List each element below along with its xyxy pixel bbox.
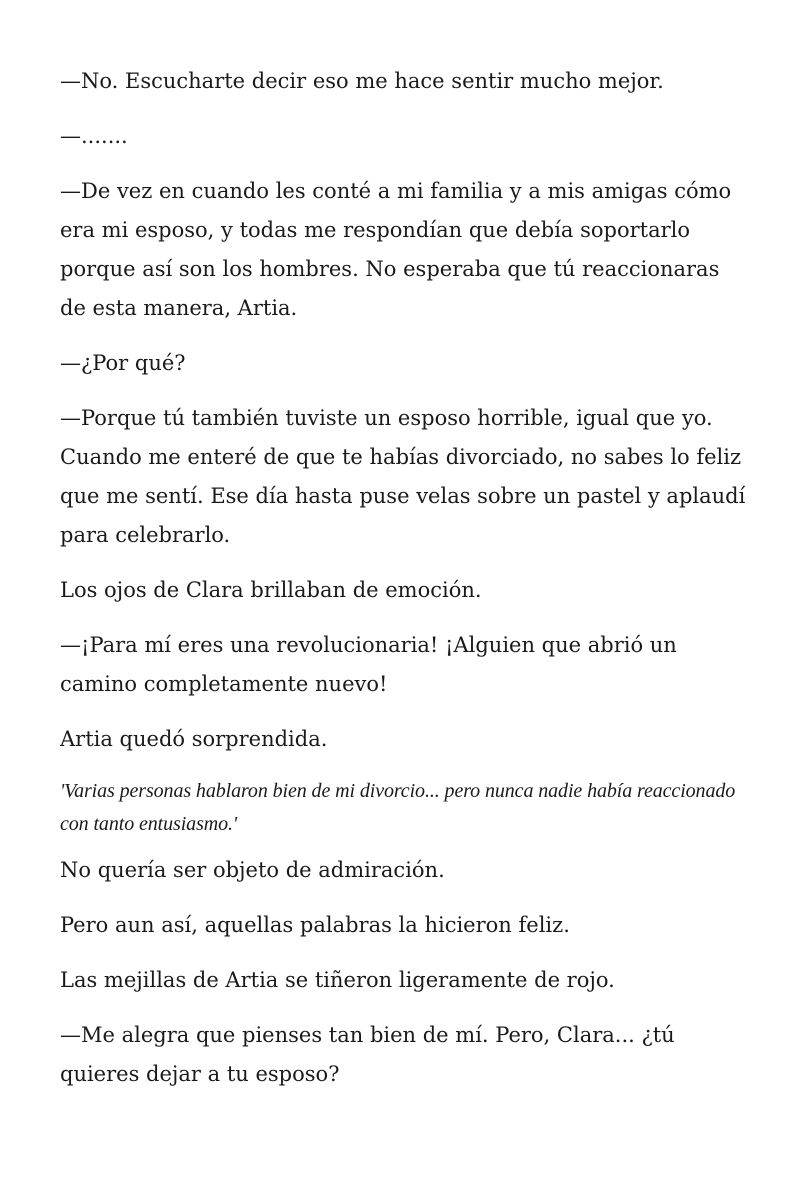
narration-paragraph: Artia quedó sorprendida. bbox=[60, 727, 328, 751]
narration-paragraph: Pero aun así, aquellas palabras la hicieron feliz. bbox=[60, 913, 570, 937]
narration-paragraph: No quería ser objeto de admiración. bbox=[60, 858, 445, 882]
dialogue-paragraph: —¿Por qué? bbox=[60, 351, 186, 375]
inner-thought-paragraph: 'Varias personas hablaron bien de mi divorcio... pero nunca nadie había reaccionado con tanto entusiasmo.' bbox=[60, 780, 736, 835]
narration-paragraph: Los ojos de Clara brillaban de emoción. bbox=[60, 578, 482, 602]
dialogue-paragraph: —De vez en cuando les conté a mi familia y a mis amigas cómo era mi esposo, y todas me respondían que debía soportarlo porque así son los hombres. No esperaba que tú reaccionaras de esta manera, Artia. bbox=[60, 179, 732, 320]
dialogue-paragraph: —¡Para mí eres una revolucionaria! ¡Alguien que abrió un camino completamente nuevo! bbox=[60, 633, 677, 696]
narration-paragraph: Las mejillas de Artia se tiñeron ligeramente de rojo. bbox=[60, 968, 615, 992]
dialogue-paragraph: —Porque tú también tuviste un esposo horrible, igual que yo. Cuando me enteré de que te habías divorciado, no sabes lo feliz que me sentí. Ese día hasta puse velas sobre un pastel y aplaudí para celebrarlo. bbox=[60, 406, 746, 547]
dialogue-paragraph: —....... bbox=[60, 124, 128, 148]
dialogue-paragraph: —No. Escucharte decir eso me hace sentir mucho mejor. bbox=[60, 69, 664, 93]
reader-page bbox=[60, 62, 750, 1110]
dialogue-paragraph: —Me alegra que pienses tan bien de mí. Pero, Clara... ¿tú quieres dejar a tu esposo? bbox=[60, 1023, 675, 1086]
